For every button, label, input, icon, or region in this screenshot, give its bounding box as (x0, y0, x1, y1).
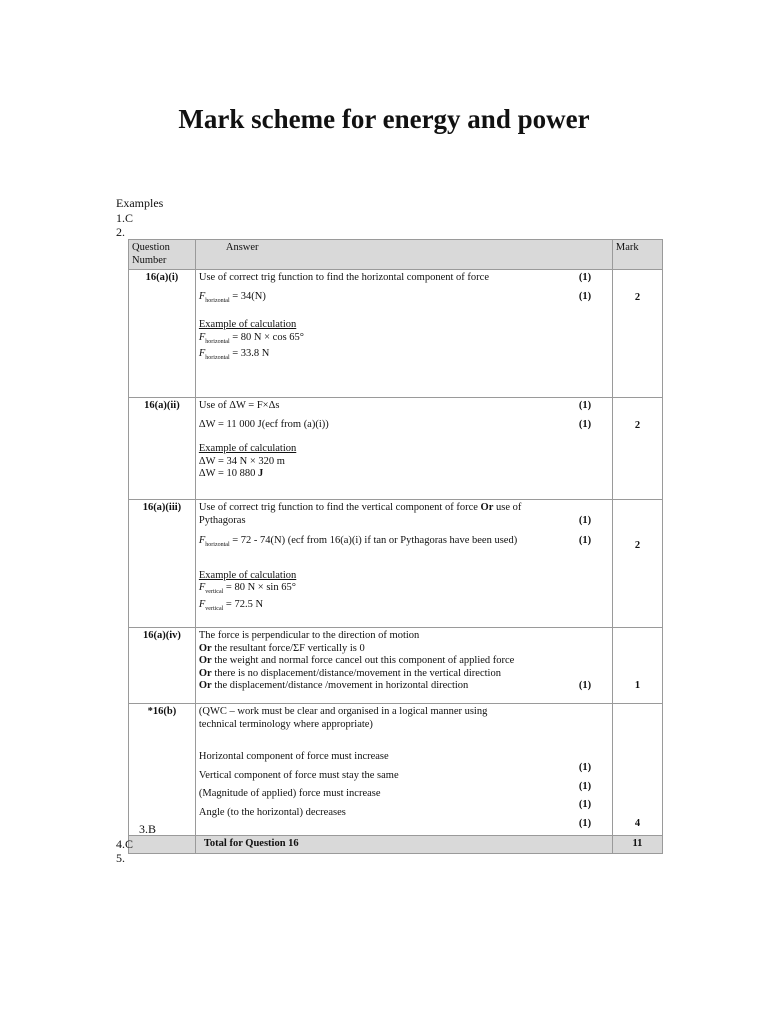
header-question-number: Question Number (129, 240, 196, 270)
question-number: 16(a)(iv) (129, 628, 196, 704)
mark-point: (1) (578, 418, 592, 430)
answer-text: Use of ΔW = F×Δs (198, 400, 280, 411)
table-row (129, 500, 663, 628)
answer-text: (QWC – work must be clear and organised in a logical manner using (198, 706, 488, 717)
calc-line: $F_{horizontal} = 33.8$ N (198, 348, 270, 362)
answer-line-5: 5. (116, 851, 125, 865)
mark-total: 2 (612, 398, 662, 500)
mark-total: 2 (612, 270, 662, 398)
mark-point: (1) (578, 817, 592, 829)
table-row (129, 270, 663, 398)
calc-line: $F_{vertical} = 80$ N × sin 65° (198, 582, 296, 596)
mark-point: (1) (578, 799, 592, 810)
answer-text: (Magnitude of applied) force must increase (198, 788, 381, 799)
answer-cell (195, 628, 612, 704)
answer-text: The force is perpendicular to the direction of motion (198, 630, 420, 641)
example-heading: Example of calculation (198, 443, 297, 454)
question-number: *16(b) (129, 704, 196, 836)
answer-text: Or there is no displacement/distance/movement in the vertical direction (198, 667, 501, 679)
question-number: 16(a)(ii) (129, 398, 196, 500)
header-mark: Mark (612, 240, 662, 270)
answer-line-4: 4.C (116, 836, 134, 851)
answer-text: Or the resultant force/ΣF vertically is 0 (198, 642, 365, 654)
answer-text: Use of correct trig function to find the horizontal component of force (198, 272, 489, 283)
total-row (129, 836, 663, 854)
answer-cell (195, 398, 612, 500)
question-number: 16(a)(i) (129, 270, 196, 398)
page-title: Mark scheme for energy and power (178, 104, 590, 134)
table-row (129, 704, 663, 836)
table-row (129, 398, 663, 500)
mark-point: (1) (578, 780, 592, 792)
mark-total: 4 (612, 704, 662, 836)
mark-point: (1) (578, 272, 592, 283)
answer-text: $F_{horizontal} = 34(N)$ (198, 290, 266, 304)
answer-cell (195, 704, 612, 836)
example-heading: Example of calculation (198, 319, 297, 331)
answer-text: Vertical component of force must stay the same (198, 769, 399, 781)
answer-cell (195, 270, 612, 398)
examples-heading: Examples (116, 196, 164, 210)
table-header-row (129, 240, 663, 270)
answer-text: $F_{horizontal} = 72 - 74(N)$ (ecf from 16(a)(i) if tan or Pythagoras have been used) (198, 535, 518, 549)
mark-point: (1) (578, 535, 592, 546)
answer-text: Horizontal component of force must increase (198, 751, 389, 762)
total-label: Total for Question 16 (195, 836, 612, 854)
answer-text: Pythagoras (198, 514, 246, 526)
calc-line: $F_{horizontal} = 80$ N × cos 65° (198, 331, 304, 345)
mark-total: 1 (612, 628, 662, 704)
examples-block (116, 196, 163, 240)
answer-cell (195, 500, 612, 628)
mark-total: 2 (612, 500, 662, 628)
example-heading: Example of calculation (198, 569, 297, 581)
table-row (129, 628, 663, 704)
answers-after-table (116, 822, 156, 866)
mark-point: (1) (578, 290, 592, 302)
mark-point: (1) (578, 514, 592, 526)
mark-scheme-table (128, 239, 663, 854)
answer-text: Angle (to the horizontal) decreases (198, 806, 346, 818)
mark-point: (1) (578, 762, 592, 773)
answer-text: Or the displacement/distance /movement in horizontal direction (198, 680, 469, 691)
answer-line-1: 1.C (116, 210, 134, 225)
answer-line-3: 3.B (139, 822, 157, 836)
header-answer: Answer (195, 240, 612, 270)
answer-text: Use of correct trig function to find the vertical component of force Or use of (198, 502, 522, 513)
answer-text: technical terminology where appropriate) (198, 718, 373, 730)
answer-text: Or the weight and normal force cancel out this component of applied force (198, 655, 515, 666)
question-number: 16(a)(iii) (129, 500, 196, 628)
calc-line: ΔW = 34 N × 320 m (198, 455, 285, 467)
calc-line: ΔW = 10 880 J (198, 468, 264, 479)
calc-line: $F_{vertical} = 72.5$ N (198, 598, 264, 612)
mark-point: (1) (578, 400, 592, 411)
answer-text: ΔW = 11 000 J(ecf from (a)(i)) (198, 418, 329, 430)
total-mark: 11 (612, 836, 662, 854)
mark-point: (1) (578, 680, 592, 691)
answer-line-2: 2. (116, 225, 125, 239)
